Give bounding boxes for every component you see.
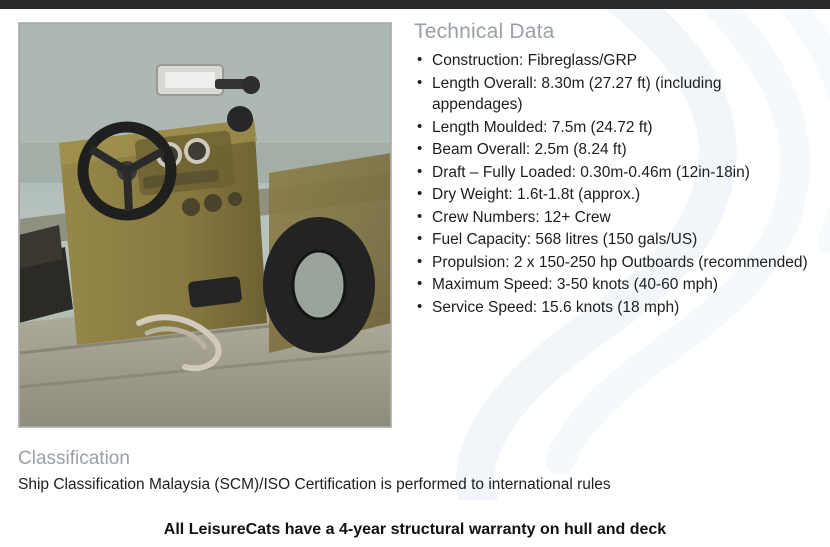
photo-image xyxy=(19,23,391,427)
technical-data-heading: Technical Data xyxy=(414,20,555,43)
technical-data-list xyxy=(414,50,814,318)
classification-section xyxy=(18,448,813,495)
classification-text: Ship Classification Malaysia (SCM)/ISO Certification is performed to international rules xyxy=(18,476,611,493)
list-item: • Crew Numbers: 12+ Crew xyxy=(414,207,814,229)
list-item: • Propulsion: 2 x 150-250 hp Outboards (recommended) xyxy=(414,252,814,274)
list-item: • Service Speed: 15.6 knots (18 mph) xyxy=(414,297,814,319)
header-band xyxy=(0,0,830,9)
classification-heading: Classification xyxy=(18,448,130,469)
list-item: • Draft – Fully Loaded: 0.30m-0.46m (12in-18in) xyxy=(414,162,814,184)
list-item: • Length Overall: 8.30m (27.27 ft) (including appendages) xyxy=(414,73,814,116)
list-item: • Beam Overall: 2.5m (8.24 ft) xyxy=(414,139,814,161)
list-item: • Length Moulded: 7.5m (24.72 ft) xyxy=(414,117,814,139)
technical-data-section xyxy=(414,20,814,319)
boat-console-photo xyxy=(18,22,392,428)
list-item: • Construction: Fibreglass/GRP xyxy=(414,50,814,72)
list-item: • Dry Weight: 1.6t-1.8t (approx.) xyxy=(414,184,814,206)
list-item: • Fuel Capacity: 568 litres (150 gals/US) xyxy=(414,229,814,251)
list-item: • Maximum Speed: 3-50 knots (40-60 mph) xyxy=(414,274,814,296)
warranty-statement: All LeisureCats have a 4-year structural warranty on hull and deck xyxy=(163,521,667,538)
